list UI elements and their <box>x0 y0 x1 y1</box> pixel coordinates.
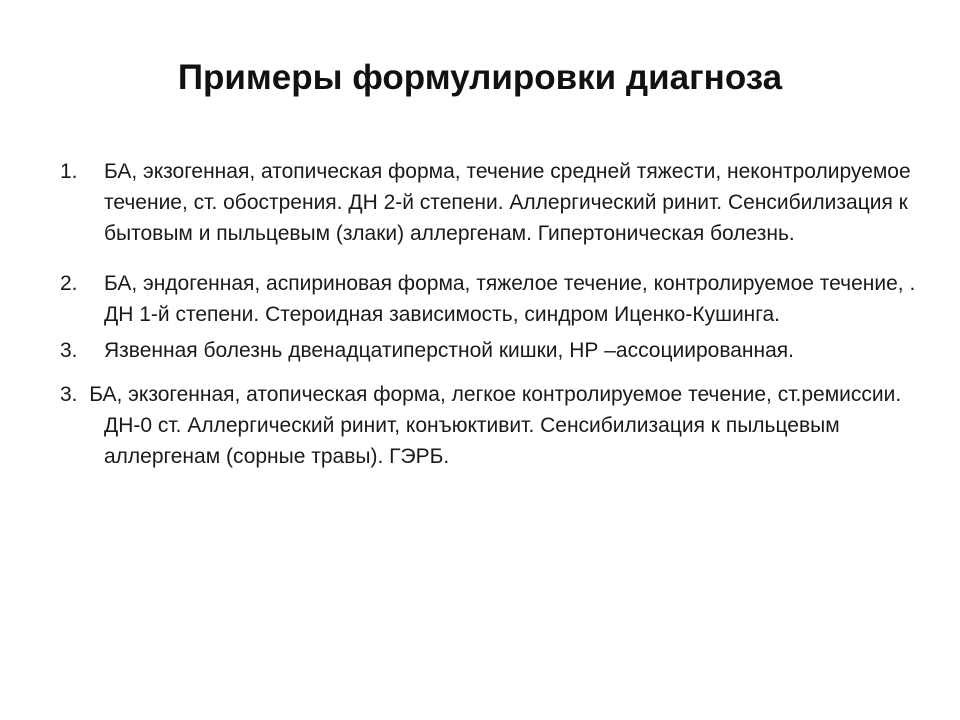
list-item-number: 3. <box>60 383 78 406</box>
list-item-text: Язвенная болезнь двенадцатиперстной кишки, НР –ассоциированная. <box>104 339 795 362</box>
list-item-number: 1. <box>60 160 78 183</box>
list-item-text: БА, экзогенная, атопическая форма, течение средней тяжести, неконтролируемое течение, ст. обострения. ДН 2-й степени. Аллергический ринит. Сенсибилизация к бытовым и пыльцевым (злаки) аллергенам. Гипертоническая болезнь. <box>104 160 911 245</box>
list-item-text: БА, экзогенная, атопическая форма, легкое контролируемое течение, ст.ремиссии. ДН-0 ст. Аллергический ринит, конъюктивит. Сенсибилизация к пыльцевым аллергенам (сорные травы). ГЭРБ. <box>89 383 902 468</box>
list-item <box>60 268 920 330</box>
list-item <box>60 379 920 472</box>
slide-title: Примеры формулировки диагноза <box>177 58 783 97</box>
list-item-text: БА, эндогенная, аспириновая форма, тяжелое течение, контролируемое течение, . ДН 1-й степени. Стероидная зависимость, синдром Иценко-Кушинга. <box>104 272 916 326</box>
list-item <box>60 335 920 366</box>
list-item-number: 3. <box>60 339 78 362</box>
list-item-number: 2. <box>60 272 78 295</box>
diagnosis-list <box>60 156 920 472</box>
list-item <box>60 156 920 249</box>
